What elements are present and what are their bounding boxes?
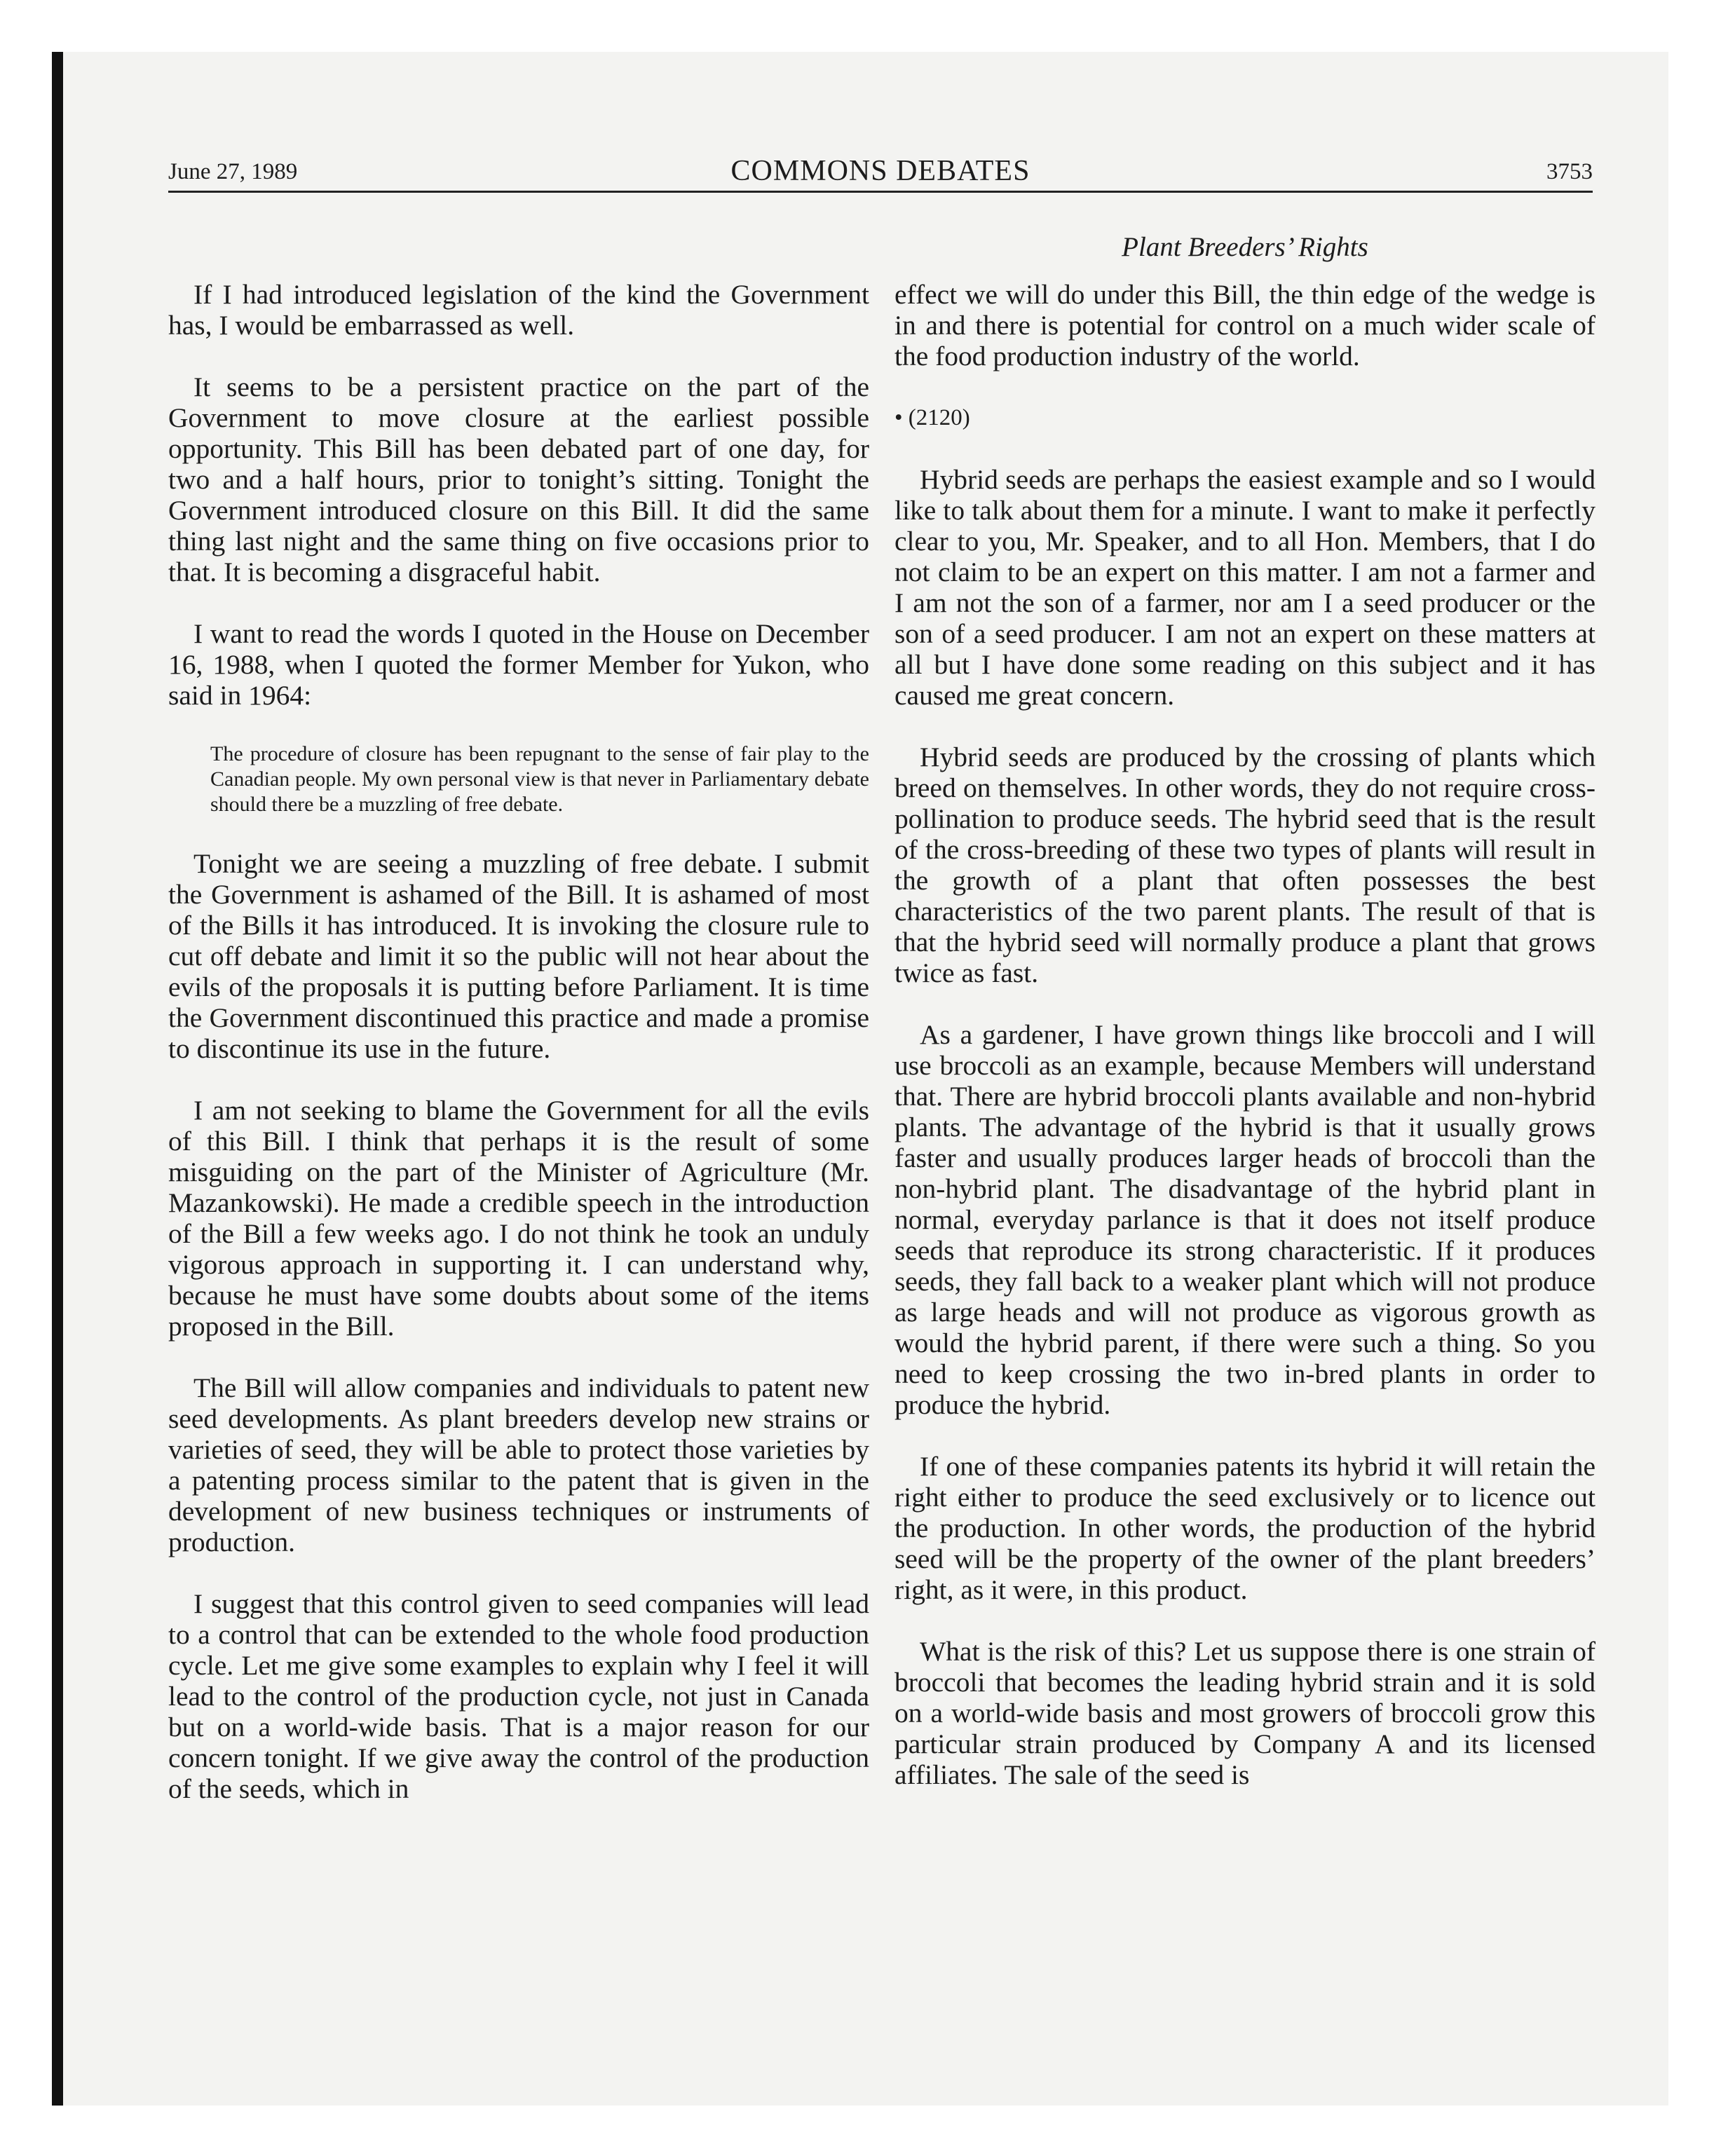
paragraph: Hybrid seeds are produced by the crossing of plants which breed on themselves. In other words, they do not require cross-pollination to produce seeds. The hybrid seed that is the result of the cross-breeding of these two types of plants will result in the growth of a plant that often possesses the best characteristics of the two parent plants. The result of that is that the hybrid seed will normally produce a plant that grows twice as fast. — [894, 742, 1595, 988]
header-page-number: 3753 — [1546, 159, 1593, 184]
right-column — [894, 279, 1595, 1821]
block-quote: The procedure of closure has been repugnant to the sense of fair play to the Canadian people. My own personal view is that never in Parliamentary debate should there be a muzzling of free debate. — [210, 742, 869, 816]
left-column — [168, 279, 869, 1835]
paragraph: I am not seeking to blame the Government for all the evils of this Bill. I think that perhaps it is the result of some misguiding on the part of the Minister of Agriculture (Mr. Mazankowski). He made a credible speech in the introduction of the Bill a few weeks ago. I do not think he took an unduly vigorous approach in supporting it. I can understand why, because he must have some doubts about some of the items proposed in the Bill. — [168, 1095, 869, 1342]
page-header — [168, 149, 1593, 191]
paragraph: Hybrid seeds are perhaps the easiest example and so I would like to talk about them for a minute. I want to make it perfectly clear to you, Mr. Speaker, and to all Hon. Members, that I do not claim to be an expert on this matter. I am not a farmer and I am not the son of a farmer, nor am I a seed producer or the son of a seed producer. I am not an expert on these matters at all but I have done some reading on this subject and it has caused me great concern. — [894, 464, 1595, 711]
paragraph: The Bill will allow companies and individuals to patent new seed developments. As plant breeders develop new strains or varieties of seed, they will be able to protect those varieties by a patenting process similar to the patent that is given in the development of new business techniques or instruments of production. — [168, 1372, 869, 1557]
paragraph: If I had introduced legislation of the kind the Government has, I would be embarrassed as well. — [168, 279, 869, 341]
paragraph: I suggest that this control given to seed companies will lead to a control that can be extended to the whole food production cycle. Let me give some examples to explain why I feel it will lead to the control of the production cycle, not just in Canada but on a world-wide basis. That is a major reason for our concern tonight. If we give away the control of the production of the seeds, which in — [168, 1588, 869, 1804]
header-rule — [168, 191, 1593, 193]
paragraph: It seems to be a persistent practice on the part of the Government to move closure at the earliest possible opportunity. This Bill has been debated part of one day, for two and a half hours, prior to tonight’s sitting. Tonight the Government introduced closure on this Bill. It did the same thing last night and the same thing on five occasions prior to that. It is becoming a disgraceful habit. — [168, 371, 869, 587]
paragraph: I want to read the words I quoted in the House on December 16, 1988, when I quoted the former Member for Yukon, who said in 1964: — [168, 618, 869, 711]
paragraph: effect we will do under this Bill, the thin edge of the wedge is in and there is potential for control on a much wider scale of the food production industry of the world. — [894, 279, 1595, 371]
paragraph: Tonight we are seeing a muzzling of free debate. I submit the Government is ashamed of the Bill. It is ashamed of most of the Bills it has introduced. It is invoking the closure rule to cut off debate and limit it so the public will not hear about the evils of the proposals it is putting before Parliament. It is time the Government discontinued this practice and made a promise to discontinue its use in the future. — [168, 848, 869, 1064]
paragraph: If one of these companies patents its hybrid it will retain the right either to produce the seed exclusively or to licence out the production. In other words, the production of the hybrid seed will be the property of the owner of the plant breeders’ right, as it were, in this product. — [894, 1451, 1595, 1605]
time-marker: • (2120) — [894, 405, 970, 430]
binding-edge — [52, 52, 63, 2106]
paragraph: What is the risk of this? Let us suppose there is one strain of broccoli that becomes the leading hybrid strain and it is sold on a world-wide basis and most growers of broccoli grow this particular strain produced by Company A and its licensed affiliates. The sale of the seed is — [894, 1636, 1595, 1790]
paragraph: As a gardener, I have grown things like broccoli and I will use broccoli as an example, because Members will understand that. There are hybrid broccoli plants available and non-hybrid plants. The advantage of the hybrid is that it usually grows faster and usually produces larger heads of broccoli than the non-hybrid plant. The disadvantage of the hybrid plant in normal, everyday parlance is that it does not itself produce seeds that reproduce its strong characteristic. If it produces seeds, they fall back to a weaker plant which will not produce as large heads and will not produce as vigorous growth as would the hybrid parent, if there were such a thing. So you need to keep crossing the two in-bred plants in order to produce the hybrid. — [894, 1019, 1595, 1420]
header-title: COMMONS DEBATES — [730, 155, 1030, 187]
header-date: June 27, 1989 — [168, 159, 298, 184]
section-title: Plant Breeders’ Rights — [1122, 232, 1368, 262]
